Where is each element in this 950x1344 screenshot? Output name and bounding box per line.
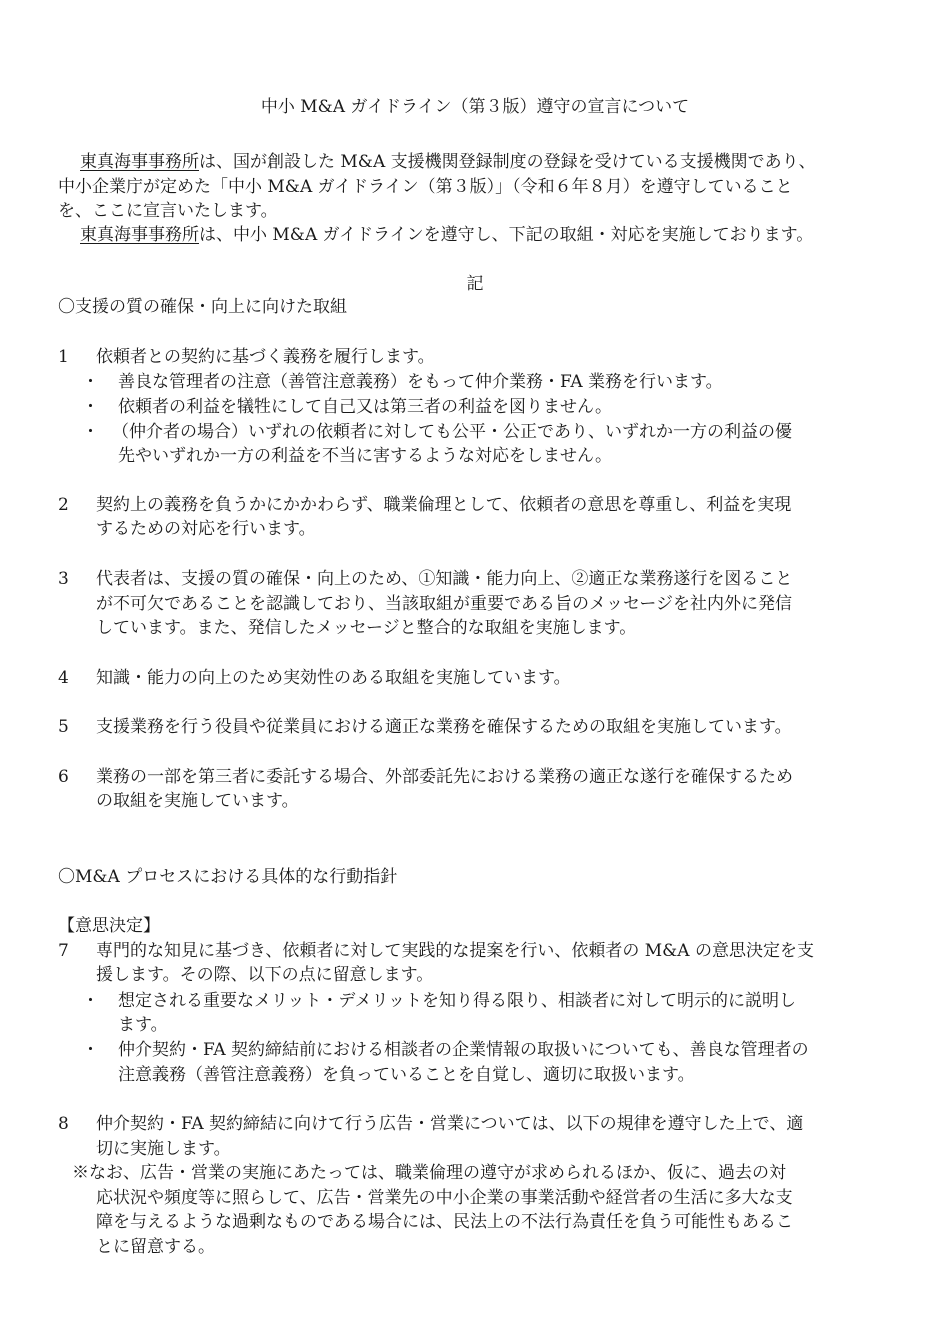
- item-number: 5: [58, 717, 69, 737]
- page-title: 中小 M&A ガイドライン（第３版）遵守の宣言について: [260, 97, 690, 117]
- section-heading-process: 〇M&A プロセスにおける具体的な行動指針: [58, 867, 398, 887]
- item-text: 契約上の義務を負うかにかかわらず、職業倫理として、依頼者の意思を尊重し、利益を実現: [96, 495, 792, 515]
- note-text: 障を与えるような過剰なものである場合には、民法上の不法行為責任を負う可能性もあるこ: [96, 1212, 793, 1232]
- bullet-text: ます。: [118, 1015, 168, 1035]
- item-text: 切に実施します。: [96, 1139, 231, 1159]
- bullet-text: （仲介者の場合）いずれの依頼者に対しても公平・公正であり、いずれか一方の利益の優: [112, 422, 792, 442]
- subheading-decision: 【意思決定】: [58, 916, 160, 936]
- item-text: 仲介契約・FA 契約締結に向けて行う広告・営業については、以下の規律を遵守した上で、適: [96, 1114, 804, 1134]
- note-text: 応状況や頻度等に照らして、広告・営業先の中小企業の事業活動や経営者の生活に多大な支: [96, 1188, 793, 1208]
- item-text: しています。また、発信したメッセージと整合的な取組を実施します。: [96, 618, 637, 638]
- firm-name: 東真海事事務所: [80, 152, 199, 172]
- item-text: 知識・能力の向上のため実効性のある取組を実施しています。: [96, 668, 571, 688]
- note-text: ※なお、広告・営業の実施にあたっては、職業倫理の遵守が求められるほか、仮に、過去の対: [72, 1163, 786, 1183]
- item-number: 3: [58, 569, 69, 589]
- item-text: するための対応を行います。: [96, 519, 316, 539]
- intro-line-2: 中小企業庁が定めた「中小 M&A ガイドライン（第３版）」（令和６年８月）を遵守していること: [58, 177, 793, 197]
- item-text: が不可欠であることを認識しており、当該取組が重要である旨のメッセージを社内外に発信: [96, 594, 792, 614]
- section-heading-quality: 〇支援の質の確保・向上に向けた取組: [58, 297, 347, 317]
- bullet-mark: ・: [82, 422, 99, 442]
- bullet-text: 仲介契約・FA 契約締結前における相談者の企業情報の取扱いについても、善良な管理者の: [118, 1040, 809, 1060]
- item-text: の取組を実施しています。: [96, 791, 299, 811]
- bullet-mark: ・: [82, 372, 99, 392]
- item-number: 1: [58, 347, 69, 367]
- firm-name: 東真海事事務所: [80, 225, 199, 245]
- item-text: 依頼者との契約に基づく義務を履行します。: [96, 347, 435, 367]
- item-number: 7: [58, 941, 69, 961]
- item-number: 6: [58, 767, 69, 787]
- bullet-mark: ・: [82, 1040, 99, 1060]
- bullet-text: 想定される重要なメリット・デメリットを知り得る限り、相談者に対して明示的に説明し: [118, 991, 796, 1011]
- intro-line-4: 東真海事事務所は、中小 M&A ガイドラインを遵守し、下記の取組・対応を実施しております。: [80, 225, 814, 245]
- item-number: 4: [58, 668, 69, 688]
- item-text: 代表者は、支援の質の確保・向上のため、①知識・能力向上、②適正な業務遂行を図ること: [96, 569, 793, 589]
- bullet-text: 善良な管理者の注意（善管注意義務）をもって仲介業務・FA 業務を行います。: [118, 372, 723, 392]
- bullet-text: 先やいずれか一方の利益を不当に害するような対応をしません。: [118, 446, 613, 466]
- bullet-text: 注意義務（善管注意義務）を負っていることを自覚し、適切に取扱います。: [118, 1065, 695, 1085]
- bullet-mark: ・: [82, 991, 99, 1011]
- intro-line-1: 東真海事事務所は、国が創設した M&A 支援機関登録制度の登録を受けている支援機関であり、: [80, 152, 816, 172]
- note-text: とに留意する。: [96, 1237, 215, 1257]
- item-text: 専門的な知見に基づき、依頼者に対して実践的な提案を行い、依頼者の M&A の意思決定を支: [96, 941, 814, 961]
- item-text: 業務の一部を第三者に委託する場合、外部委託先における業務の適正な遂行を確保するため: [96, 767, 793, 787]
- item-number: 8: [58, 1114, 69, 1134]
- item-text: 援します。その際、以下の点に留意します。: [96, 965, 434, 985]
- intro-line-3: を、ここに宣言いたします。: [58, 201, 278, 221]
- bullet-mark: ・: [82, 397, 99, 417]
- item-text: 支援業務を行う役員や従業員における適正な業務を確保するための取組を実施しています。: [96, 717, 792, 737]
- bullet-text: 依頼者の利益を犠牲にして自己又は第三者の利益を図りません。: [118, 397, 613, 417]
- item-number: 2: [58, 495, 69, 515]
- ki-heading: 記: [466, 274, 484, 294]
